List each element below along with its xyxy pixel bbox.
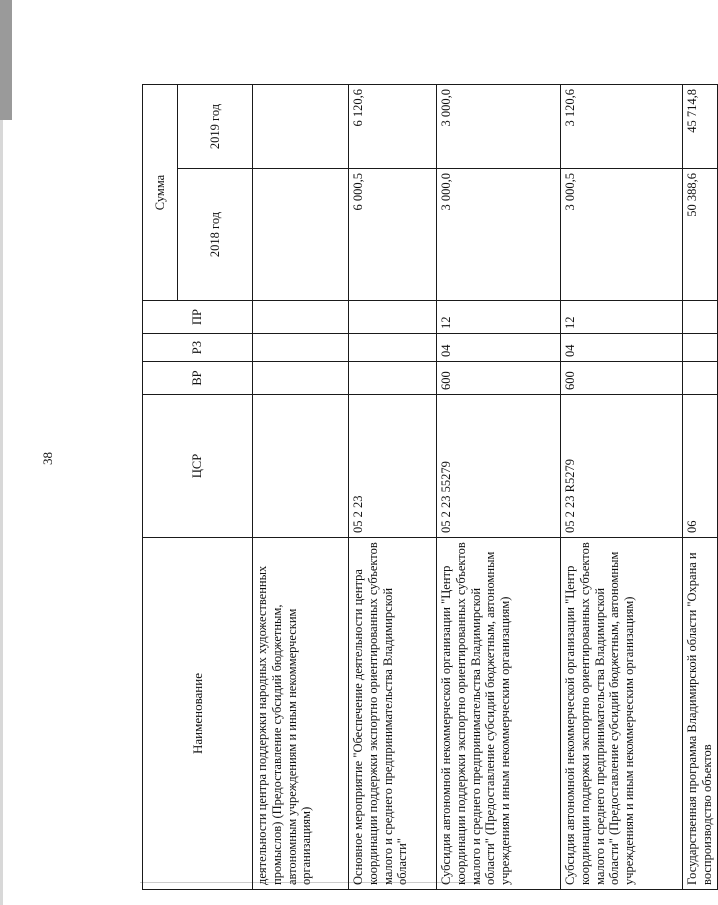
row-sum-2019: 3 000,0 bbox=[437, 85, 561, 169]
row-sum-2019: 6 120,6 bbox=[349, 85, 437, 169]
row-pr bbox=[349, 301, 437, 334]
row-rz bbox=[683, 334, 718, 362]
row-sum-2019: 45 714,8 bbox=[683, 85, 718, 169]
table-row bbox=[349, 85, 437, 890]
row-name: Основное мероприятие "Обеспечение деятельности центра координации поддержки экспортно ориентированных субъектов малого и среднего предпринимательства Владимирской области" bbox=[349, 538, 437, 890]
row-sum-2019 bbox=[253, 85, 349, 169]
row-vr bbox=[253, 362, 349, 395]
header-year-2018: 2018 год bbox=[178, 169, 253, 301]
row-sum-2019: 3 120,6 bbox=[561, 85, 683, 169]
row-pr: 12 bbox=[437, 301, 561, 334]
row-vr: 600 bbox=[561, 362, 683, 395]
row-csr: 05 2 23 bbox=[349, 395, 437, 538]
table-row bbox=[683, 85, 718, 890]
row-csr: 06 bbox=[683, 395, 718, 538]
header-rz: РЗ bbox=[143, 334, 253, 362]
page-edge-shadow bbox=[0, 0, 3, 905]
row-rz bbox=[349, 334, 437, 362]
row-sum-2018: 50 388,6 bbox=[683, 169, 718, 301]
page-number: 38 bbox=[40, 452, 55, 465]
row-csr bbox=[253, 395, 349, 538]
row-name: Субсидия автономной некоммерческой организации "Центр координации поддержки экспортно ориентированных субъектов малого и среднего предпринимательства Владимирской области" (Предоставление субсидий бюджетным, автономным учреждениям и иным некоммерческим организациям) bbox=[437, 538, 561, 890]
row-name: Государственная программа Владимирской области "Охрана и воспроизводство объектов bbox=[683, 538, 718, 890]
rotated-table-container bbox=[142, 85, 714, 890]
row-sum-2018: 3 000,5 bbox=[561, 169, 683, 301]
row-sum-2018 bbox=[253, 169, 349, 301]
row-rz bbox=[253, 334, 349, 362]
table-row bbox=[561, 85, 683, 890]
row-name: деятельности центра поддержки народных художественных промыслов) (Предоставление субсидий бюджетным, автономным учреждениям и иным некоммерческим организациям) bbox=[253, 538, 349, 890]
row-vr: 600 bbox=[437, 362, 561, 395]
row-sum-2018: 3 000,0 bbox=[437, 169, 561, 301]
row-pr bbox=[253, 301, 349, 334]
table-row bbox=[253, 85, 349, 890]
scan-edge-mark bbox=[0, 0, 12, 120]
row-name: Субсидия автономной некоммерческой организации "Центр координации поддержки экспортно ориентированных субъектов малого и среднего предпринимательства Владимирской области" (Предоставление субсидий бюджетным, автономным учреждениям и иным некоммерческим организациям) bbox=[561, 538, 683, 890]
row-csr: 05 2 23 R5279 bbox=[561, 395, 683, 538]
header-name: Наименование bbox=[143, 538, 253, 890]
header-year-2019: 2019 год bbox=[178, 85, 253, 169]
row-pr bbox=[683, 301, 718, 334]
row-csr: 05 2 23 55279 bbox=[437, 395, 561, 538]
header-vr: ВР bbox=[143, 362, 253, 395]
row-pr: 12 bbox=[561, 301, 683, 334]
budget-table bbox=[142, 84, 718, 890]
table-row bbox=[437, 85, 561, 890]
row-rz: 04 bbox=[561, 334, 683, 362]
header-sum: Сумма bbox=[143, 85, 178, 301]
row-rz: 04 bbox=[437, 334, 561, 362]
header-pr: ПР bbox=[143, 301, 253, 334]
header-csr: ЦСР bbox=[143, 395, 253, 538]
row-sum-2018: 6 000,5 bbox=[349, 169, 437, 301]
row-vr bbox=[683, 362, 718, 395]
row-vr bbox=[349, 362, 437, 395]
